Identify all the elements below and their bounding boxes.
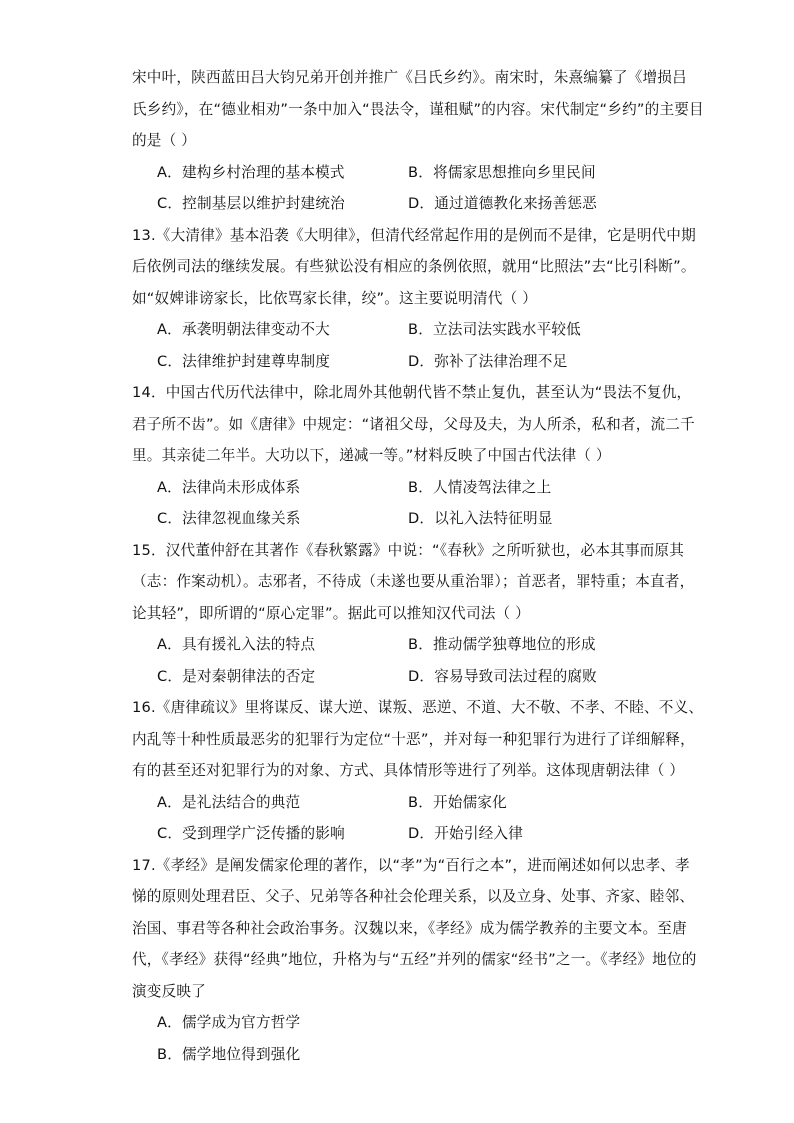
stem-line: 君子所不齿”。如《唐律》中规定：“诸祖父母，父母及夫，为人所杀，私和者，流二千: [132, 415, 695, 433]
question-12: [132, 62, 704, 220]
question-stem: [132, 377, 695, 472]
option-b: B．开始儒家化: [408, 793, 507, 811]
option-c: C．法律维护封建尊卑制度: [157, 352, 331, 370]
stem-line: 宋中叶，陕西蓝田吕大钧兄弟开创并推广《吕氏乡约》。南宋时，朱熹编纂了《增损吕: [132, 69, 687, 86]
option-a: A．承袭明朝法律变动不大: [157, 321, 330, 338]
option-a: A．儒学成为官方哲学: [157, 1014, 301, 1031]
stem-line: 16.《唐律疏议》里将谋反、谋大逆、谋叛、恶逆、不道、大不敬、不孝、不睦、不义、: [132, 699, 704, 716]
option-d: D．通过道德教化来扬善惩恶: [408, 195, 597, 212]
question-13: [132, 220, 696, 378]
option-d: D．弥补了法律治理不足: [408, 352, 568, 370]
question-list: [132, 62, 704, 1070]
question-stem: [132, 62, 704, 157]
stem-line: 演变反映了: [132, 982, 206, 1000]
stem-line: 悌的原则处理君臣、父子、兄弟等各种社会伦理关系，以及立身、处事、齐家、睦邻、: [132, 888, 695, 905]
option-c: C．法律忽视血缘关系: [157, 510, 301, 527]
question-stem: [132, 220, 696, 315]
option-b: B．人情凌驾法律之上: [408, 478, 552, 496]
stem-line: 里。其亲徒二年半。大功以下，递减一等。”材料反映了中国古代法律（ ）: [132, 447, 611, 464]
stem-line: 有的甚至还对犯罪行为的对象、方式、具体情形等进行了列举。这体现唐朝法律（ ）: [132, 762, 685, 779]
option-c: C．受到理学广泛传播的影响: [157, 825, 345, 842]
option-a: A．法律尚未形成体系: [157, 478, 301, 496]
option-b: B．将儒家思想推向乡里民间: [408, 163, 596, 181]
options-list: [157, 1007, 672, 1070]
options-grid: [157, 157, 672, 220]
option-a: A．建构乡村治理的基本模式: [157, 163, 345, 181]
options-grid: [157, 472, 672, 535]
option-b: B．儒学地位得到强化: [157, 1045, 301, 1063]
option-d: D．容易导致司法过程的腐败: [408, 667, 597, 685]
stem-line: 14．中国古代历代法律中，除北周外其他朝代皆不禁止复仇，甚至认为“畏法不复仇，: [132, 384, 692, 401]
options-grid: [157, 314, 672, 377]
stem-line: 的是（ ）: [132, 132, 197, 149]
question-stem: [132, 692, 704, 787]
question-15: [132, 535, 695, 693]
options-grid: [157, 629, 672, 692]
stem-line: 代，《孝经》获得“经典”地位，升格为与“五经”并列的儒家“经书”之一。《孝经》地位的: [132, 951, 697, 968]
stem-line: 15．汉代董仲舒在其著作《春秋繁露》中说：“《春秋》之所听狱也，必本其事而原其: [132, 541, 685, 559]
option-a: A．具有援礼入法的特点: [157, 636, 316, 653]
stem-line: 17.《孝经》是阐发儒家伦理的著作，以“孝”为“百行之本”，进而阐述如何以忠孝、孝: [132, 856, 690, 874]
stem-line: 氏乡约》，在“德业相劝”一条中加入“畏法令，谨租赋”的内容。宋代制定“乡约”的主要目: [132, 100, 704, 118]
question-stem: [132, 535, 695, 630]
options-grid: [157, 787, 672, 850]
question-14: [132, 377, 695, 535]
stem-line: 后依例司法的继续发展。有些狱讼没有相应的条例依照，就用“比照法”去“比引科断”。: [132, 258, 696, 275]
stem-line: 如“奴婢诽谤家长，比依骂家长律，绞”。这主要说明清代（ ）: [132, 289, 537, 307]
option-b: B．立法司法实践水平较低: [408, 321, 581, 338]
stem-line: 治国、事君等各种社会政治事务。汉魏以来，《孝经》成为儒学教养的主要文本。至唐: [132, 919, 687, 937]
option-c: C．控制基层以维护封建统治: [157, 195, 345, 212]
option-b: B．推动儒学独尊地位的形成: [408, 636, 596, 653]
option-a: A．是礼法结合的典范: [157, 793, 301, 811]
question-stem: [132, 850, 697, 1008]
option-c: C．是对秦朝律法的否定: [157, 667, 316, 685]
question-17: [132, 850, 697, 1071]
question-16: [132, 692, 704, 850]
option-d: D．以礼入法特征明显: [408, 510, 553, 527]
option-d: D．开始引经入律: [408, 825, 523, 842]
stem-line: （志：作案动机）。志邪者，不待成（未遂也要从重治罪）；首恶者，罪特重；本直者，: [132, 573, 695, 590]
stem-line: 论其轻”，即所谓的“原心定罪”。据此可以推知汉代司法（ ）: [132, 604, 530, 622]
stem-line: 内乱等十种性质最恶劣的犯罪行为定位“十恶”，并对每一种犯罪行为进行了详细解释，: [132, 730, 695, 748]
stem-line: 13.《大清律》基本沿袭《大明律》，但清代经常起作用的是例而不是律，它是明代中期: [132, 226, 696, 244]
